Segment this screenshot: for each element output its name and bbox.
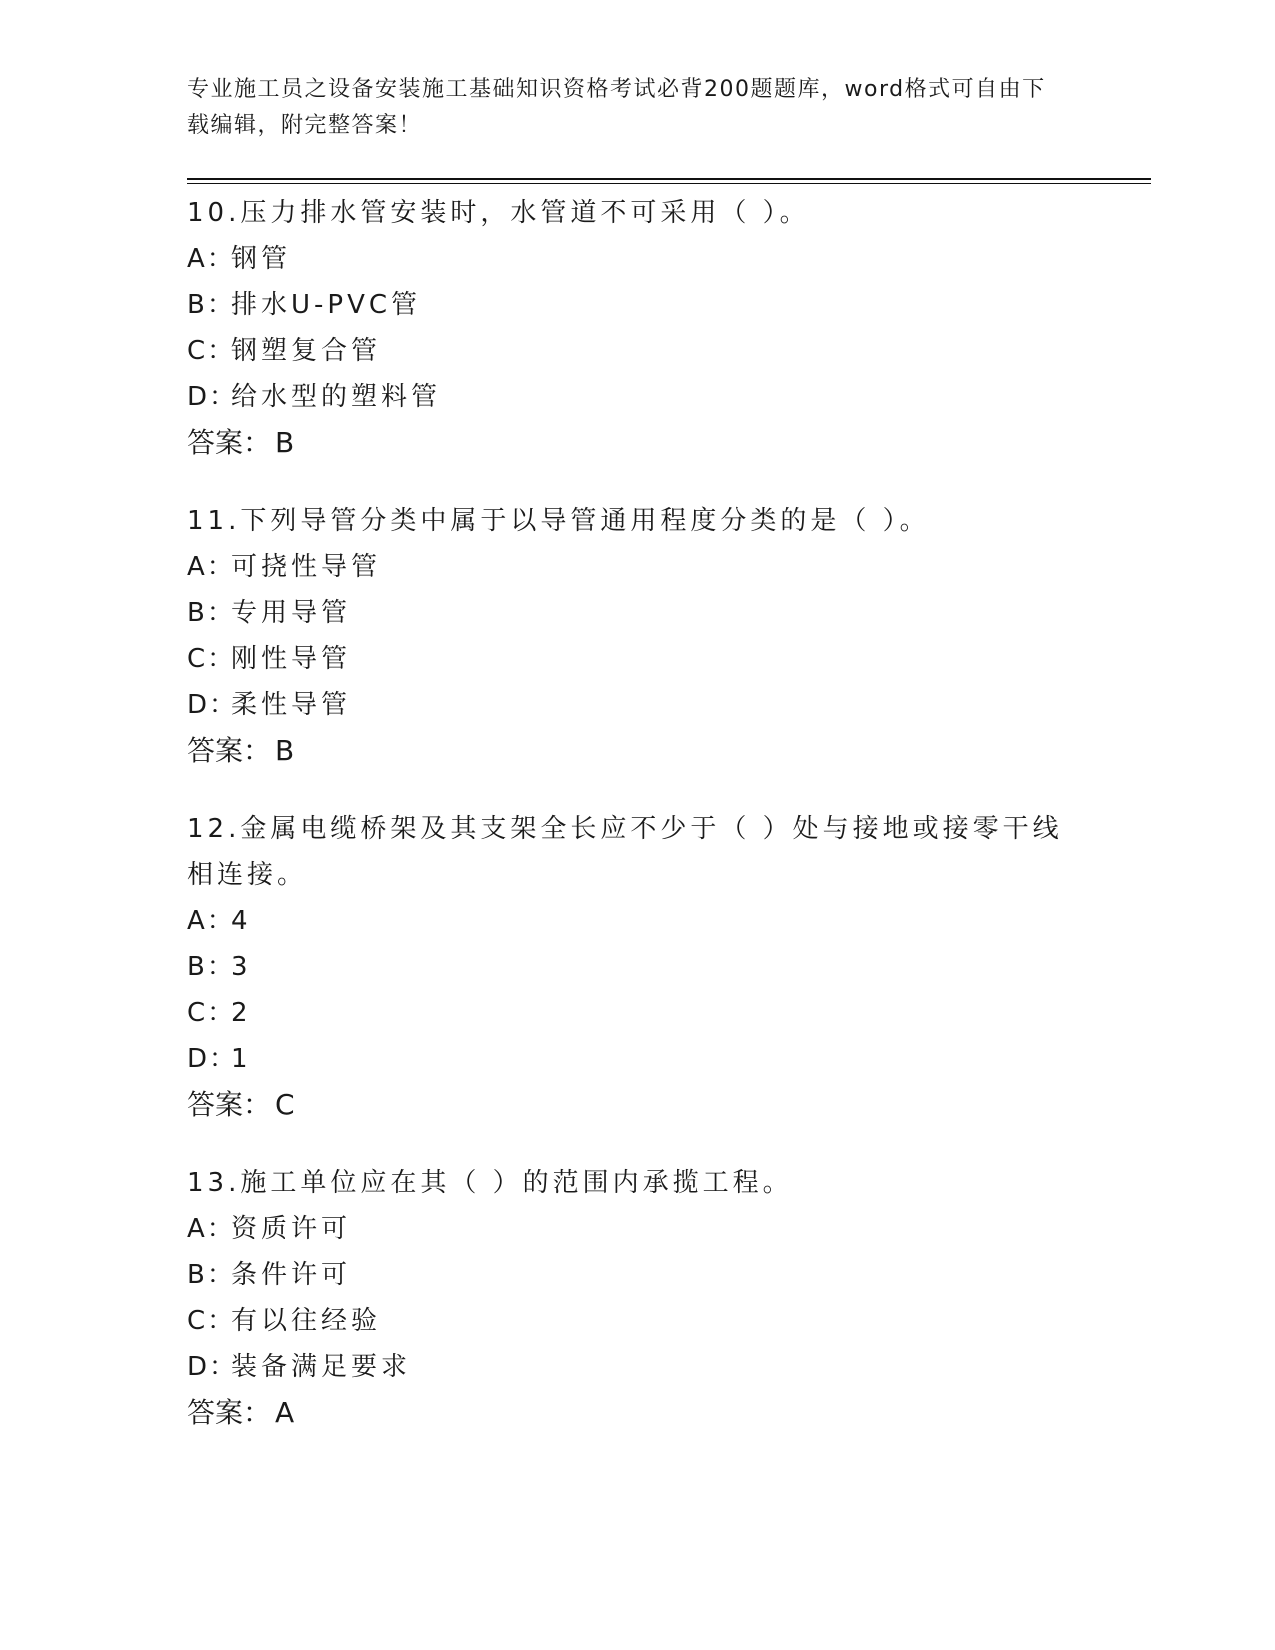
answer-label: 答案：: [187, 1396, 272, 1429]
option-b: [187, 944, 1087, 990]
option-letter: D：: [187, 1352, 238, 1382]
option-letter: B：: [187, 598, 235, 628]
option-b: [187, 282, 1087, 328]
option-text: 排水U-PVC管: [231, 290, 422, 320]
option-letter: C：: [187, 1306, 236, 1336]
option-text: 钢塑复合管: [231, 336, 382, 366]
document-header: 专业施工员之设备安装施工基础知识资格考试必背200题题库，word格式可自由下载编辑，附完整答案！: [187, 77, 1046, 138]
option-letter: B：: [187, 1260, 235, 1290]
option-letter: D：: [187, 382, 238, 412]
option-a: [187, 236, 1087, 282]
question-stem: 10.压力排水管安装时，水管道不可采用（ ）。: [187, 198, 810, 228]
option-letter: B：: [187, 290, 235, 320]
header-rule-thick: [187, 178, 1151, 180]
option-b: [187, 590, 1087, 636]
answer-line: [187, 420, 1087, 466]
option-letter: B：: [187, 952, 235, 982]
question-stem: 11.下列导管分类中属于以导管通用程度分类的是（ ）。: [187, 506, 930, 536]
answer-value: B: [275, 734, 295, 767]
answer-line: [187, 728, 1087, 774]
question-stem: 12.金属电缆桥架及其支架全长应不少于（ ）处与接地或接零干线相连接。: [187, 814, 1063, 890]
question-13: [187, 1160, 1087, 1436]
option-text: 1: [231, 1044, 252, 1074]
option-letter: D：: [187, 690, 238, 720]
option-d: [187, 1036, 1087, 1082]
answer-value: B: [275, 426, 295, 459]
option-a: [187, 1206, 1087, 1252]
option-text: 3: [231, 952, 252, 982]
answer-value: C: [275, 1088, 295, 1121]
option-text: 可挠性导管: [231, 552, 382, 582]
option-c: [187, 1298, 1087, 1344]
option-text: 刚性导管: [231, 644, 352, 674]
option-letter: A：: [187, 1214, 235, 1244]
option-c: [187, 636, 1087, 682]
option-text: 专用导管: [231, 598, 352, 628]
question-10: [187, 190, 1087, 466]
option-text: 资质许可: [231, 1214, 352, 1244]
option-a: [187, 898, 1087, 944]
option-text: 装备满足要求: [231, 1352, 412, 1382]
option-text: 2: [231, 998, 252, 1028]
answer-line: [187, 1390, 1087, 1436]
option-text: 有以往经验: [231, 1306, 382, 1336]
option-letter: A：: [187, 906, 235, 936]
header-rule-thin: [187, 183, 1151, 184]
answer-value: A: [275, 1396, 295, 1429]
question-12: [187, 806, 1087, 1128]
option-d: [187, 374, 1087, 420]
option-text: 条件许可: [231, 1260, 352, 1290]
option-text: 钢管: [231, 244, 292, 274]
answer-label: 答案：: [187, 1088, 272, 1121]
option-letter: D：: [187, 1044, 238, 1074]
option-letter: A：: [187, 244, 235, 274]
answer-label: 答案：: [187, 734, 272, 767]
option-a: [187, 544, 1087, 590]
question-stem: 13.施工单位应在其（ ）的范围内承揽工程。: [187, 1168, 793, 1198]
option-c: [187, 990, 1087, 1036]
option-letter: A：: [187, 552, 235, 582]
option-c: [187, 328, 1087, 374]
option-text: 4: [231, 906, 252, 936]
answer-label: 答案：: [187, 426, 272, 459]
answer-line: [187, 1082, 1087, 1128]
option-letter: C：: [187, 336, 236, 366]
option-letter: C：: [187, 644, 236, 674]
question-list: [187, 190, 1087, 1468]
option-d: [187, 1344, 1087, 1390]
question-11: [187, 498, 1087, 774]
option-b: [187, 1252, 1087, 1298]
option-text: 给水型的塑料管: [231, 382, 442, 412]
option-letter: C：: [187, 998, 236, 1028]
option-text: 柔性导管: [231, 690, 352, 720]
option-d: [187, 682, 1087, 728]
